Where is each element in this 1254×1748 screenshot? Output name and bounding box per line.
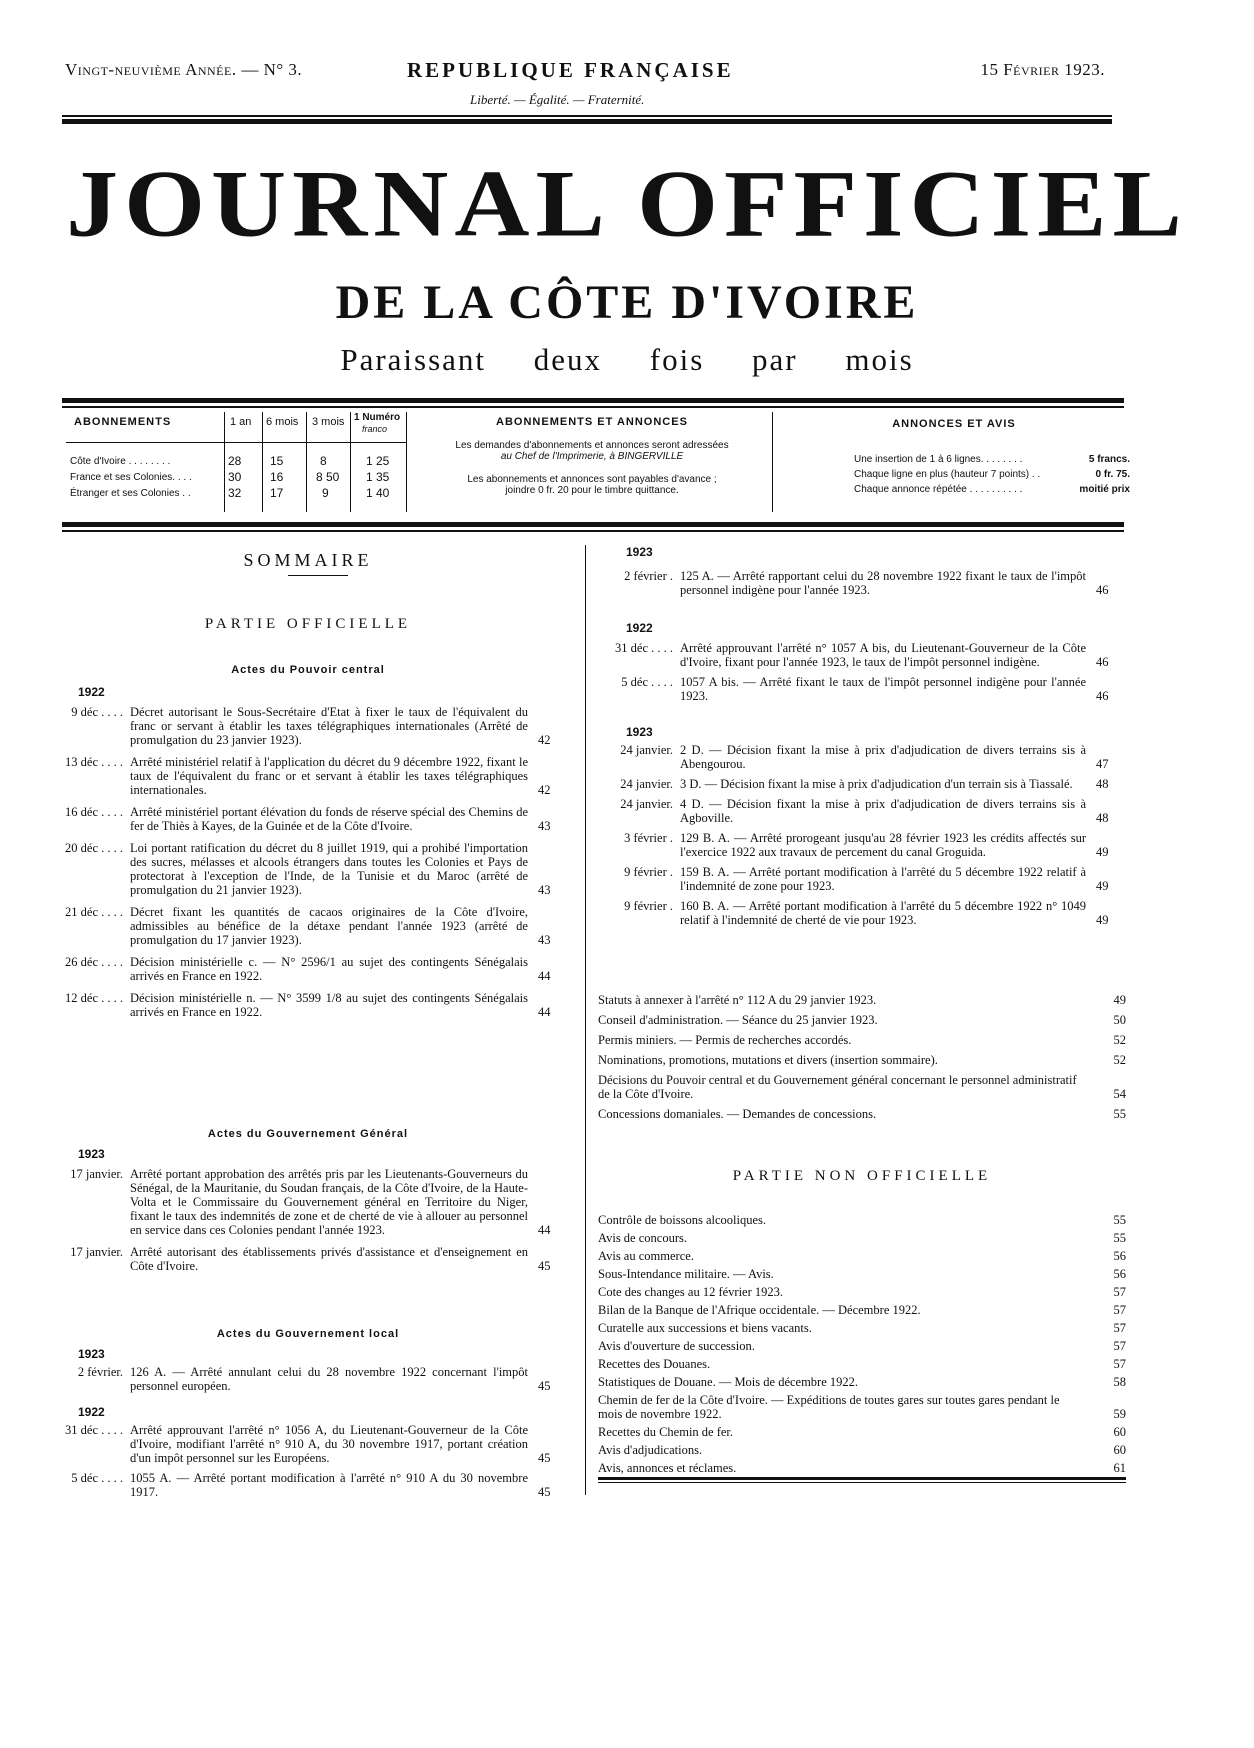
entry-text: 125 A. — Arrêté rapportant celui du 28 novembre 1922 fixant le taux de l'impôt personnel indigène pour l'année 1923. (680, 569, 1086, 597)
entry-date: 26 déc . . . . (65, 955, 123, 969)
entry-text: Arrêté ministériel relatif à l'application du décret du 9 décembre 1922, fixant le taux de l'équivalent du franc or et servant à établir les taxes télégraphiques internationales. (130, 755, 528, 797)
divider (350, 412, 351, 512)
entry-text: Arrêté approuvant l'arrêté n° 1056 A, du Lieutenant-Gouverneur de la Côte d'Ivoire, modifiant l'arrêté n° 910 A, du 30 novembre 1917, portant création d'un impôt personnel sur les Européens. (130, 1423, 528, 1465)
entry-date: 9 février . (624, 865, 673, 879)
entry-date: 2 février. (77, 1365, 123, 1379)
entry-page: 59 (1113, 1407, 1126, 1421)
entry-date: 17 janvier. (70, 1245, 123, 1259)
divider (598, 1477, 1126, 1480)
sommaire-right-column (598, 545, 1126, 1505)
entry-page: 61 (1113, 1461, 1126, 1475)
divider (62, 522, 1124, 527)
entry-page: 49 (1096, 913, 1109, 927)
entry-page: 52 (1113, 1053, 1126, 1067)
entry-date: 31 déc . . . . (65, 1423, 123, 1437)
entry-date: 20 déc . . . . (65, 841, 123, 855)
journal-tagline: Paraissant deux fois par mois (340, 342, 914, 377)
entry-page: 47 (1096, 757, 1109, 771)
divider (262, 412, 263, 512)
col-3-months: 3 mois (312, 416, 345, 428)
sommaire-left-column (48, 545, 568, 1505)
col-single-issue: 1 Numéro (354, 412, 401, 423)
entry-date: 5 déc . . . . (621, 675, 673, 689)
entry-text: Avis d'ouverture de succession. (598, 1339, 755, 1353)
entry-page: 43 (538, 819, 551, 833)
row-label: France et ses Colonies. . . . (70, 472, 192, 483)
entry-text: Avis au commerce. (598, 1249, 694, 1263)
entry-text: Décisions du Pouvoir central et du Gouvernement général concernant le personnel administratif de la Côte d'Ivoire. (598, 1073, 1077, 1101)
entry-text: Arrêté approuvant l'arrêté n° 1057 A bis, du Lieutenant-Gouverneur de la Côte d'Ivoire, fixant pour l'année 1923, le taux de l'impôt personnel indigène. (680, 641, 1086, 669)
subscription-heading: ABONNEMENTS (74, 416, 172, 428)
entry-text: Loi portant ratification du décret du 8 juillet 1919, qui a prohibé l'importation des sucres, mélasses et alcools étrangers dans toutes les Colonies et Pays de protectorat à l'exception de l'Inde, de la Tunisie et du Maroc (arrêté de promulgation du 21 janvier 1923). (130, 841, 528, 897)
entry-page: 49 (1096, 845, 1109, 859)
entry-page: 58 (1113, 1375, 1126, 1389)
entry-page: 44 (538, 969, 551, 983)
entry-page: 60 (1113, 1443, 1126, 1457)
entry-date: 17 janvier. (70, 1167, 123, 1181)
entry-page: 50 (1113, 1013, 1126, 1027)
entry-text: Contrôle de boissons alcooliques. (598, 1213, 767, 1227)
year-heading: 1923 (626, 545, 653, 559)
price-six: 16 (270, 470, 284, 484)
ad-rate-price: moitié prix (1079, 484, 1130, 495)
col-franco: franco (362, 424, 388, 434)
entry-date: 2 février . (624, 569, 673, 583)
divider (772, 412, 773, 512)
entry-text: 4 D. — Décision fixant la mise à prix d'adjudication de divers terrains sis à Agboville. (680, 797, 1086, 825)
entry-text: 159 B. A. — Arrêté portant modification à l'arrêté du 5 décembre 1922 relatif à l'indemnité de zone pour 1923. (680, 865, 1086, 893)
year-heading: 1922 (626, 621, 653, 635)
entry-page: 44 (538, 1005, 551, 1019)
entry-page: 54 (1113, 1087, 1126, 1101)
middle-text: Les demandes d'abonnements et annonces seront adressées (455, 440, 729, 451)
entry-page: 43 (538, 933, 551, 947)
entry-text: Arrêté portant approbation des arrêtés pris par les Lieutenants-Gouverneurs du Sénégal, de la Mauritanie, du Soudan français, de la Côte d'Ivoire, de la Haute-Volta et le Commissaire du Gouvernement général en Territoire du Niger, fixant le taux des indemnités de zone et de cherté de vie à allouer au personnel en service dans ces Colonies pendant l'année 1923. (130, 1167, 528, 1237)
divider (62, 115, 1112, 117)
entry-text: Arrêté autorisant des établissements privés d'assistance et d'enseignement en Côte d'Ivoire. (130, 1245, 528, 1273)
entry-page: 57 (1113, 1339, 1126, 1353)
partie-non-officielle-heading: PARTIE NON OFFICIELLE (732, 1168, 992, 1184)
ornament (288, 575, 348, 576)
masthead-top-line (65, 58, 1105, 82)
entry-text: Avis de concours. (598, 1231, 687, 1245)
entry-text: Statistiques de Douane. — Mois de décembre 1922. (598, 1375, 859, 1389)
year-heading: 1923 (626, 725, 653, 739)
entry-page: 57 (1113, 1321, 1126, 1335)
right-heading: ANNONCES ET AVIS (892, 418, 1016, 430)
entry-date: 5 déc . . . . (71, 1471, 123, 1485)
entry-date: 9 février . (624, 899, 673, 913)
ad-rate-label: Une insertion de 1 à 6 lignes. . . . . . . . (854, 454, 1023, 465)
ad-rate-label: Chaque ligne en plus (hauteur 7 points) . . (854, 469, 1041, 480)
entry-text: Statuts à annexer à l'arrêté n° 112 A du 29 janvier 1923. (598, 993, 877, 1007)
ad-rate-price: 5 francs. (1088, 454, 1130, 465)
entry-text: Avis, annonces et réclames. (598, 1461, 737, 1475)
entry-page: 45 (538, 1379, 551, 1393)
entry-text: Permis miniers. — Permis de recherches accordés. (598, 1033, 852, 1047)
entry-text: Curatelle aux successions et biens vacants. (598, 1321, 812, 1335)
republic-label: REPUBLIQUE FRANÇAISE (407, 58, 734, 82)
entry-text: Conseil d'administration. — Séance du 25 janvier 1923. (598, 1013, 878, 1027)
ads-info (778, 412, 1130, 495)
entry-page: 46 (1096, 689, 1109, 703)
price-year: 28 (228, 454, 242, 468)
entry-text: 2 D. — Décision fixant la mise à prix d'adjudication de divers terrains sis à Abengourou. (680, 743, 1086, 771)
entry-text: 3 D. — Décision fixant la mise à prix d'adjudication d'un terrain sis à Tiassalé. (680, 777, 1073, 791)
entry-page: 57 (1113, 1303, 1126, 1317)
middle-text: au Chef de l'Imprimerie, à BINGERVILLE (500, 451, 684, 462)
journal-title: JOURNAL OFFICIEL (66, 150, 1188, 257)
entry-text: Sous-Intendance militaire. — Avis. (598, 1267, 774, 1281)
price-six: 17 (270, 486, 284, 500)
entry-page: 46 (1096, 655, 1109, 669)
entry-text: 1055 A. — Arrêté portant modification à l'arrêté n° 910 A du 30 novembre 1917. (130, 1471, 528, 1499)
sommaire-title: SOMMAIRE (243, 550, 373, 570)
entry-page: 42 (538, 733, 551, 747)
motto: Liberté. — Égalité. — Fraternité. (470, 92, 645, 107)
divider (62, 530, 1124, 532)
entry-text: 160 B. A. — Arrêté portant modification à l'arrêté du 5 décembre 1922 n° 1049 relatif à l'indemnité de cherté de vie pour 1923. (680, 899, 1086, 927)
middle-heading: ABONNEMENTS ET ANNONCES (496, 416, 688, 428)
divider (406, 412, 407, 512)
entry-date: 31 déc . . . . (615, 641, 673, 655)
price-six: 15 (270, 454, 284, 468)
entry-page: 45 (538, 1451, 551, 1465)
col-6-months: 6 mois (266, 416, 299, 428)
entry-date: 16 déc . . . . (65, 805, 123, 819)
entry-text: 126 A. — Arrêté annulant celui du 28 novembre 1922 concernant l'impôt personnel européen. (130, 1365, 528, 1393)
divider (306, 412, 307, 512)
entry-date: 24 janvier. (620, 777, 673, 791)
entry-text: Décret fixant les quantités de cacaos originaires de la Côte d'Ivoire, admissibles au bénéfice de la détaxe pendant l'année 1923 (arrêté de promulgation du 17 janvier 1923). (130, 905, 528, 947)
entry-text: Chemin de fer de la Côte d'Ivoire. — Expéditions de toutes gares sur toutes gares pendant le mois de novembre 1922. (598, 1393, 1060, 1421)
divider (62, 406, 1124, 408)
divider (62, 119, 1112, 124)
entry-page: 48 (1096, 811, 1109, 825)
entry-date: 24 janvier. (620, 797, 673, 811)
entry-page: 55 (1113, 1231, 1126, 1245)
entry-page: 49 (1113, 993, 1126, 1007)
entry-page: 46 (1096, 583, 1109, 597)
year-heading: 1922 (78, 685, 105, 699)
price-three: 8 (320, 454, 327, 468)
entry-text: Recettes des Douanes. (598, 1357, 711, 1371)
column-divider (585, 545, 586, 1495)
price-year: 32 (228, 486, 242, 500)
col-1-year: 1 an (230, 416, 252, 428)
entry-text: Avis d'adjudications. (598, 1443, 703, 1457)
entry-text: Recettes du Chemin de fer. (598, 1425, 734, 1439)
ad-rate-price: 0 fr. 75. (1095, 469, 1130, 480)
entry-page: 45 (538, 1259, 551, 1273)
actes-gouv-local-heading: Actes du Gouvernement local (216, 1328, 400, 1340)
entry-page: 48 (1096, 777, 1109, 791)
entry-page: 42 (538, 783, 551, 797)
subscription-info (408, 412, 776, 496)
issue-date: 15 Février 1923. (980, 60, 1105, 79)
row-label: Côte d'Ivoire . . . . . . . . (70, 456, 171, 467)
middle-text: joindre 0 fr. 20 pour le timbre quittance. (505, 485, 679, 496)
entry-date: 12 déc . . . . (65, 991, 123, 1005)
issue-number: Vingt-neuvième Année. — N° 3. (65, 60, 303, 79)
entry-page: 49 (1096, 879, 1109, 893)
price-single: 1 25 (366, 454, 390, 468)
journal-subtitle: DE LA CÔTE D'IVOIRE (335, 276, 919, 329)
entry-page: 55 (1113, 1107, 1126, 1121)
year-heading: 1922 (78, 1405, 105, 1419)
partie-officielle-heading: PARTIE OFFICIELLE (204, 616, 412, 632)
price-year: 30 (228, 470, 242, 484)
actes-pouvoir-central-heading: Actes du Pouvoir central (231, 664, 385, 676)
entry-text: Décret autorisant le Sous-Secrétaire d'Etat à fixer le taux de l'équivalent du franc or servant à établir les taxes télégraphiques internationales (Arrêté de promulgation du 23 janvier 1923). (130, 705, 528, 747)
entry-page: 45 (538, 1485, 551, 1499)
price-single: 1 35 (366, 470, 390, 484)
divider (62, 398, 1124, 403)
entry-page: 52 (1113, 1033, 1126, 1047)
price-three: 9 (322, 486, 329, 500)
entry-page: 57 (1113, 1285, 1126, 1299)
entry-date: 13 déc . . . . (65, 755, 123, 769)
entry-date: 3 février . (624, 831, 673, 845)
entry-date: 24 janvier. (620, 743, 673, 757)
entry-text: Décision ministérielle n. — N° 3599 1/8 au sujet des contingents Sénégalais arrivés en France en 1922. (130, 991, 528, 1019)
entry-page: 57 (1113, 1357, 1126, 1371)
entry-page: 60 (1113, 1425, 1126, 1439)
price-three: 8 50 (316, 470, 340, 484)
entry-page: 56 (1113, 1249, 1126, 1263)
middle-text: Les abonnements et annonces sont payables d'avance ; (467, 474, 717, 485)
entry-text: Arrêté ministériel portant élévation du fonds de réserve spécial des Chemins de fer de Thiès à Kayes, de la Guinée et de la Côte d'Ivoire. (130, 805, 528, 833)
year-heading: 1923 (78, 1347, 105, 1361)
entry-text: Cote des changes au 12 février 1923. (598, 1285, 784, 1299)
entry-page: 56 (1113, 1267, 1126, 1281)
entry-text: Bilan de la Banque de l'Afrique occidentale. — Décembre 1922. (598, 1303, 921, 1317)
year-heading: 1923 (78, 1147, 105, 1161)
entry-page: 44 (538, 1223, 551, 1237)
price-single: 1 40 (366, 486, 390, 500)
entry-text: Nominations, promotions, mutations et divers (insertion sommaire). (598, 1053, 938, 1067)
entry-text: 1057 A bis. — Arrêté fixant le taux de l'impôt personnel indigène pour l'année 1923. (680, 675, 1086, 703)
subscription-box (66, 412, 1130, 512)
entry-date: 9 déc . . . . (71, 705, 123, 719)
entry-page: 55 (1113, 1213, 1126, 1227)
entry-page: 43 (538, 883, 551, 897)
entry-text: Décision ministérielle c. — N° 2596/1 au sujet des contingents Sénégalais arrivés en France en 1922. (130, 955, 528, 983)
divider (66, 442, 406, 443)
entry-text: 129 B. A. — Arrêté prorogeant jusqu'au 28 février 1923 les crédits affectés sur l'exercice 1922 aux travaux de percement du canal Groguida. (680, 831, 1086, 859)
divider (598, 1482, 1126, 1483)
ad-rate-label: Chaque annonce répétée . . . . . . . . . . (854, 484, 1023, 495)
divider (224, 412, 225, 512)
row-label: Étranger et ses Colonies . . (70, 488, 191, 499)
entry-text: Concessions domaniales. — Demandes de concessions. (598, 1107, 877, 1121)
entry-date: 21 déc . . . . (65, 905, 123, 919)
actes-gouv-general-heading: Actes du Gouvernement Général (207, 1128, 409, 1140)
